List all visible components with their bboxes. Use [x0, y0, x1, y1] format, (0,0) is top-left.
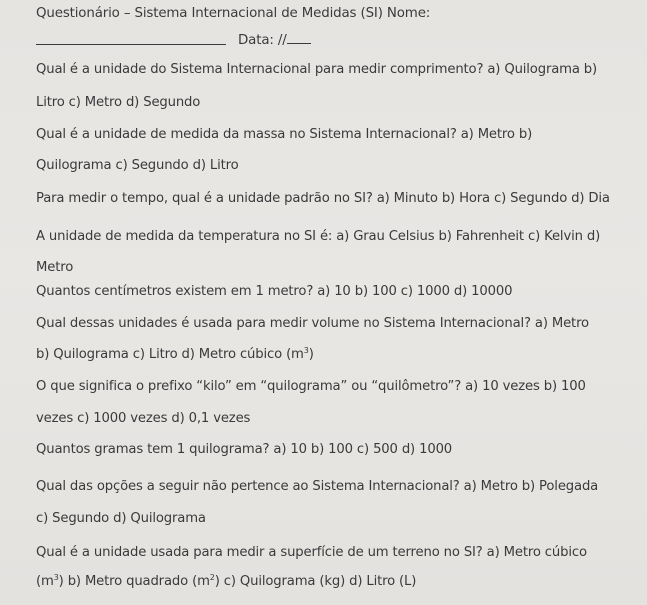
question-5-line-1: Quantos centímetros existem em 1 metro? a) 10 b) 100 c) 1000 d) 10000 [36, 284, 513, 299]
question-1-line-2: Litro c) Metro d) Segundo [36, 95, 201, 110]
question-6-line-1: Qual dessas unidades é usada para medir volume no Sistema Internacional? a) Metro [36, 316, 589, 331]
question-10-line-1: Qual é a unidade usada para medir a superfície de um terreno no SI? a) Metro cúbico [36, 545, 587, 560]
superscript-3: 3 [53, 573, 59, 582]
question-2-line-1: Qual é a unidade de medida da massa no Sistema Internacional? a) Metro b) [36, 127, 533, 142]
question-10-text-end: ) c) Quilograma (kg) d) Litro (L) [214, 574, 417, 589]
question-10-open-paren: (m [36, 574, 54, 589]
question-8-line-1: Quantos gramas tem 1 quilograma? a) 10 b) 100 c) 500 d) 1000 [36, 442, 453, 457]
question-9-line-1: Qual das opções a seguir não pertence ao Sistema Internacional? a) Metro b) Polegada [36, 479, 599, 494]
date-blank-line [287, 31, 311, 44]
question-3-line-1: Para medir o tempo, qual é a unidade padrão no SI? a) Minuto b) Hora c) Segundo d) Dia [36, 191, 610, 206]
question-6-text: b) Quilograma c) Litro d) Metro cúbico (m [36, 347, 304, 362]
question-2-line-2: Quilograma c) Segundo d) Litro [36, 158, 239, 173]
question-6-close-paren: ) [308, 347, 314, 362]
question-9-line-2: c) Segundo d) Quilograma [36, 511, 206, 526]
date-label: Data: // [238, 33, 287, 48]
question-7-line-1: O que significa o prefixo “kilo” em “quilograma” ou “quilômetro”? a) 10 vezes b) 100 [36, 379, 586, 394]
question-10-text: ) b) Metro quadrado (m [58, 574, 210, 589]
name-blank-line [36, 44, 226, 45]
question-4-line-1: A unidade de medida da temperatura no SI é: a) Grau Celsius b) Fahrenheit c) Kelvin d) [36, 229, 601, 244]
question-4-line-2: Metro [36, 260, 74, 275]
question-10-line-2 [36, 574, 416, 590]
superscript-3: 3 [303, 346, 309, 355]
question-6-line-2 [36, 347, 314, 363]
question-7-line-2: vezes c) 1000 vezes d) 0,1 vezes [36, 411, 251, 426]
superscript-2: 2 [209, 573, 215, 582]
question-1-line-1: Qual é a unidade do Sistema Internacional para medir comprimento? a) Quilograma b) [36, 62, 598, 77]
date-field [238, 31, 311, 49]
page-title: Questionário – Sistema Internacional de Medidas (SI) Nome: [36, 6, 431, 21]
